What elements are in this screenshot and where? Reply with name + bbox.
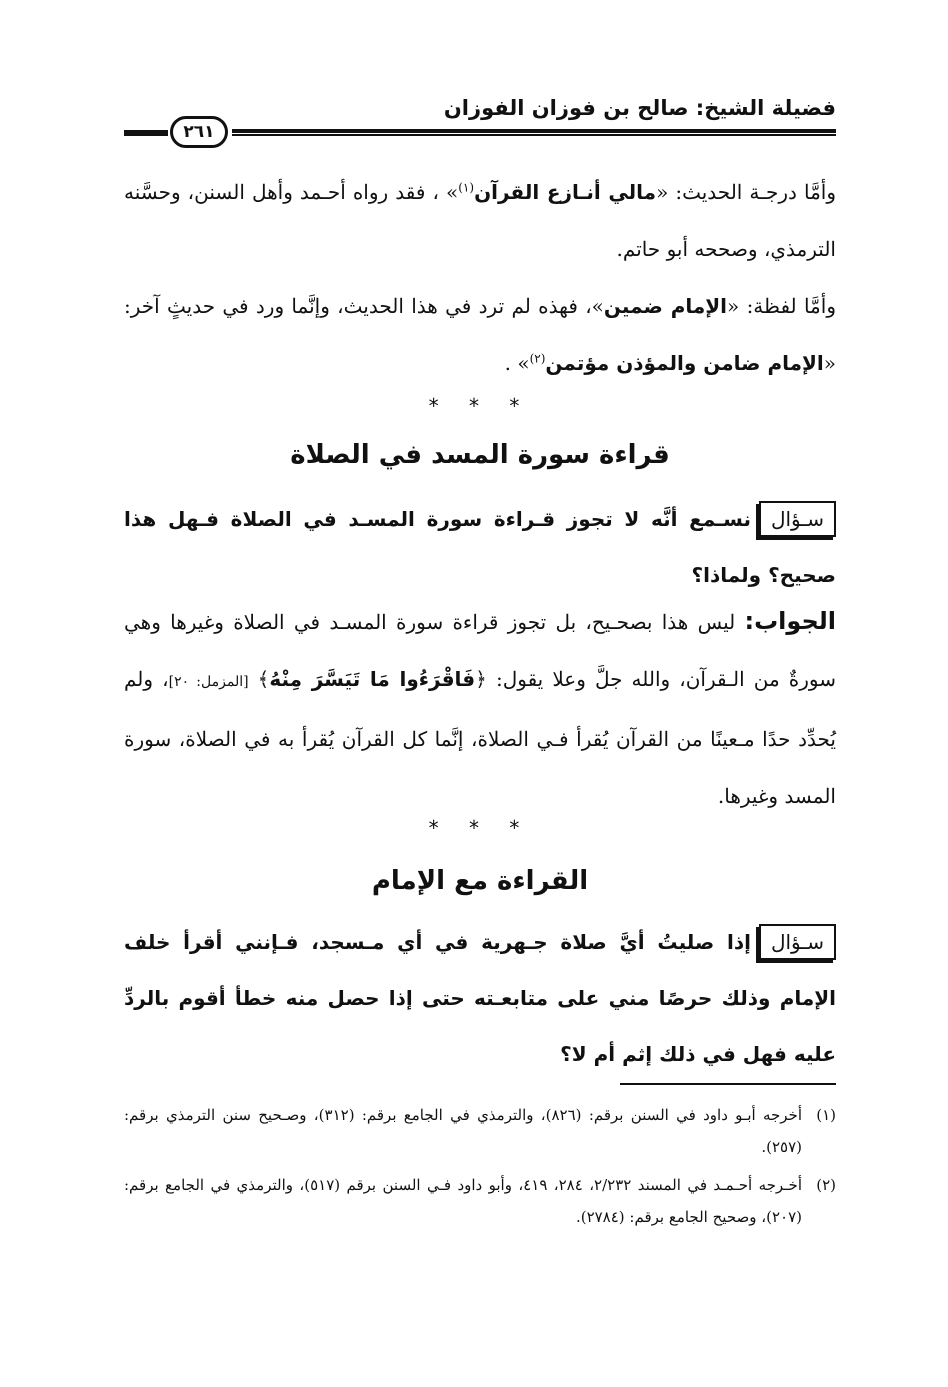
- answer-masad: [124, 593, 836, 825]
- paragraph-text: وأمَّا لفظة: «: [727, 294, 836, 318]
- footnotes: [124, 1099, 836, 1239]
- hadith-quote: مالي أنـازع القرآن: [474, 180, 657, 204]
- verse-reference: [المزمل: ٢٠]: [168, 674, 249, 690]
- question-label: سـؤال: [759, 501, 836, 537]
- footnote-divider: [620, 1083, 836, 1085]
- footnote-2: [124, 1169, 836, 1233]
- page-number: ٢٦١: [170, 116, 228, 148]
- header-rule: [124, 122, 836, 142]
- hadith-quote: الإمام ضامن والمؤذن مؤتمن: [545, 351, 824, 375]
- section-heading-masad: قراءة سورة المسد في الصلاة: [290, 440, 670, 470]
- question-text: نسـمع أنَّه لا تجوز قـراءة سورة المسـد في الصلاة فـهل هذا صحيح؟ ولماذا؟: [124, 507, 836, 587]
- answer-text: ليس هذا بصحـيح، بل تجوز قراءة سورة المسـد في الصلاة وغيرها وهي سورةٌ من الـقرآن، والله جلَّ وعلا يقول: ﴿: [124, 610, 836, 691]
- footnote-text: أخرجه أبـو داود في السنن برقم: (٨٢٦)، والترمذي في الجامع برقم: (٣١٢)، وصـحيح سنن الترمذي برقم: (٢٥٧).: [124, 1106, 802, 1156]
- answer-text: ، ولم يُحدِّد حدًا مـعينًا من القرآن يُقرأ فـي الصلاة، إنَّما كل القرآن يُقرأ به في الصلاة، سورة المسد وغيرها.: [124, 667, 836, 808]
- answer-label: الجواب:: [744, 607, 836, 635]
- footnote-1: [124, 1099, 836, 1163]
- quran-verse: فَاقْرَءُوا مَا تَيَسَّرَ مِنْهُ: [269, 667, 476, 691]
- question-label: سـؤال: [759, 924, 836, 960]
- footnote-text: أخـرجه أحـمـد في المسند ٢/٢٣٢، ٢٨٤، ٤١٩، وأبو داود فـي السنن برقم (٥١٧)، والترمذي في الجامع برقم: (٢٠٧)، وصحيح الجامع برقم: (٢٧٨٤).: [124, 1176, 802, 1226]
- question-text: إذا صليتُ أيَّ صلاة جـهرية في أي مـسجد، فـإنني أقرأ خلف الإمام وذلك حرصًا مني على متابعـته حتى إذا حصل منه خطأ أقوم بالردِّ عليه فهل في ذلك إثم أم لا؟: [124, 930, 836, 1066]
- footnote-number: (١): [816, 1106, 836, 1124]
- paragraph-text: وأمَّا درجـة الحديث: «: [656, 180, 837, 204]
- question-masad: [124, 491, 836, 603]
- footnote-number: (٢): [816, 1176, 836, 1194]
- paragraph-text: » ، فقد رواه أحـمد وأهل السنن، وحسَّنه الترمذي، وصححه أبو حاتم.: [124, 180, 836, 261]
- paragraph-hadith-grade: [124, 164, 836, 278]
- paragraph-text: » .: [504, 351, 530, 375]
- section-heading-imam: القراءة مع الإمام: [371, 866, 589, 896]
- footnote-ref-1: (١): [458, 180, 475, 195]
- section-separator: * * *: [428, 394, 532, 418]
- header-rule-right: [232, 129, 836, 136]
- paragraph-imam-wording: [124, 278, 836, 392]
- answer-text: ﴾: [248, 667, 270, 691]
- footnote-ref-2: (٢): [529, 351, 546, 366]
- paragraph-text: »، فهذه لم ترد في هذا الحديث، وإنَّما ورد في حديثٍ آخر: «: [124, 294, 836, 375]
- question-imam: [124, 914, 836, 1082]
- header-rule-left: [124, 130, 168, 136]
- hadith-quote: الإمام ضمين: [603, 294, 728, 318]
- section-separator: * * *: [428, 816, 532, 840]
- running-header: فضيلة الشيخ: صالح بن فوزان الفوزان: [443, 96, 836, 120]
